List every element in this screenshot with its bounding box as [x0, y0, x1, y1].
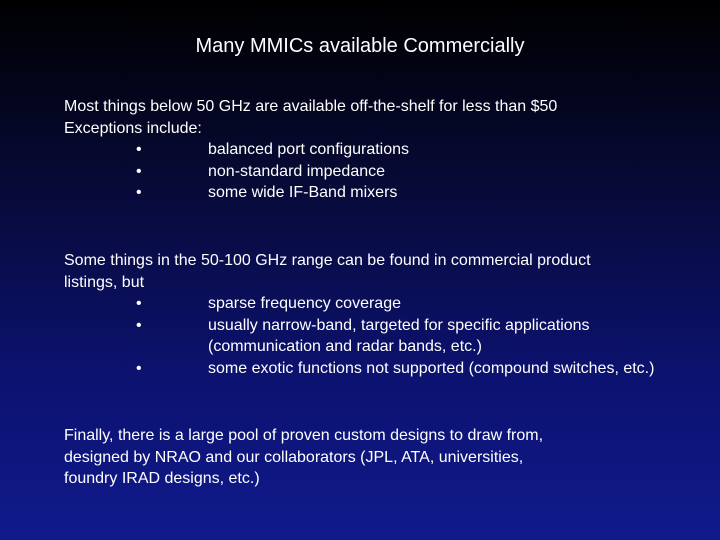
- list-item-text: some wide IF-Band mixers: [208, 184, 398, 201]
- list-item-continuation: [64, 336, 714, 358]
- bullet-icon: •: [136, 141, 142, 158]
- list-item-text: some exotic functions not supported (compound switches, etc.): [208, 359, 655, 377]
- list-item: [64, 358, 714, 380]
- bullet-icon: •: [136, 359, 142, 377]
- list-item-text: usually narrow-band, targeted for specific applications: [208, 316, 590, 334]
- list-item: [64, 139, 714, 161]
- list-item: [64, 293, 714, 315]
- text-line: Some things in the 50-100 GHz range can be found in commercial product: [64, 252, 591, 269]
- text-line: Finally, there is a large pool of proven custom designs to draw from,: [64, 427, 544, 444]
- list-item-text: sparse frequency coverage: [208, 295, 401, 312]
- text-line: Exceptions include:: [64, 119, 202, 137]
- list-item-text: (communication and radar bands, etc.): [208, 338, 482, 355]
- bullet-icon: •: [136, 316, 142, 334]
- section-below-50ghz: [64, 96, 714, 204]
- bullet-icon: •: [136, 295, 142, 312]
- list-item: [64, 315, 714, 337]
- text-line: Most things below 50 GHz are available off-the-shelf for less than $50: [64, 98, 558, 115]
- bullet-icon: •: [136, 162, 142, 180]
- bullet-icon: •: [136, 184, 142, 201]
- text-line: listings, but: [64, 273, 145, 291]
- list-item-text: balanced port configurations: [208, 141, 410, 158]
- section-custom-designs: [64, 425, 714, 490]
- text-line: designed by NRAO and our collaborators (JPL, ATA, universities,: [64, 448, 524, 466]
- list-item: [64, 182, 714, 204]
- list-item: [64, 161, 714, 183]
- slide-title: Many MMICs available Commercially: [195, 35, 525, 57]
- list-item-text: non-standard impedance: [208, 162, 386, 180]
- text-line: foundry IRAD designs, etc.): [64, 470, 260, 487]
- section-50-100ghz: [64, 250, 714, 379]
